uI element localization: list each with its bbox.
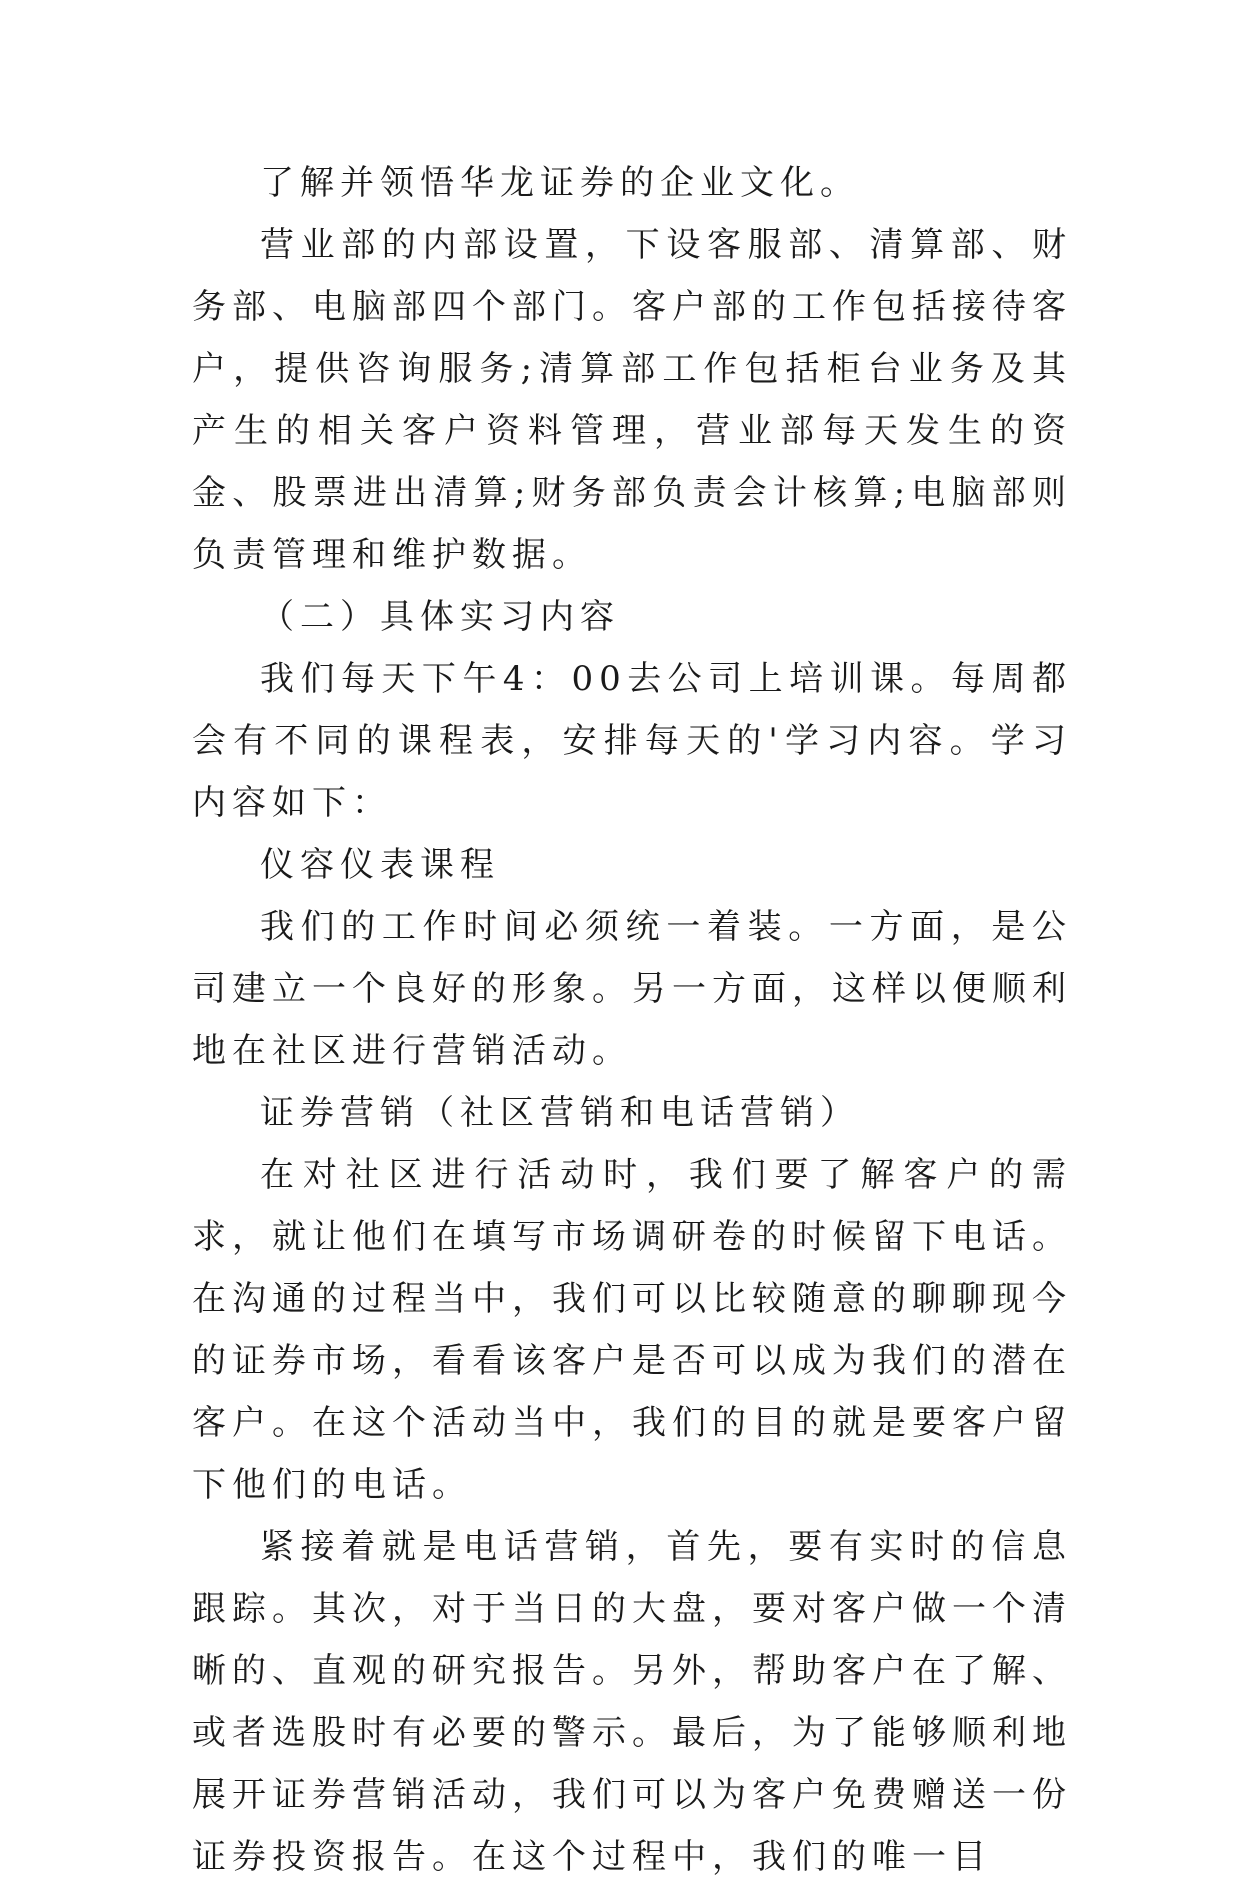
document-body (192, 152, 1072, 1888)
paragraph-company-culture: 了解并领悟华龙证券的企业文化。 (260, 163, 860, 203)
paragraph-dress-code: 我们的工作时间必须统一着装。一方面，是公司建立一个良好的形象。另一方面，这样以便顺利地在社区进行营销活动。 (192, 907, 1072, 1071)
paragraph-training-schedule: 我们每天下午4：00去公司上培训课。每周都会有不同的课程表，安排每天的'学习内容。学习内容如下： (192, 659, 1072, 823)
paragraph-department-setup: 营业部的内部设置，下设客服部、清算部、财务部、电脑部四个部门。客户部的工作包括接待客户，提供咨询服务;清算部工作包括柜台业务及其产生的相关客户资料管理，营业部每天发生的资金、股票进出清算;财务部负责会计核算;电脑部则负责管理和维护数据。 (192, 225, 1072, 575)
paragraph-phone-marketing: 紧接着就是电话营销，首先，要有实时的信息跟踪。其次，对于当日的大盘，要对客户做一个清晰的、直观的研究报告。另外，帮助客户在了解、或者选股时有必要的警示。最后，为了能够顺利地展开证券营销活动，我们可以为客户免费赠送一份证券投资报告。在这个过程中，我们的唯一目 (192, 1527, 1072, 1877)
paragraph-community-marketing: 在对社区进行活动时，我们要了解客户的需求，就让他们在填写市场调研卷的时候留下电话。在沟通的过程当中，我们可以比较随意的聊聊现今的证券市场，看看该客户是否可以成为我们的潜在客户。在这个活动当中，我们的目的就是要客户留下他们的电话。 (192, 1155, 1072, 1505)
subheading-appearance-course: 仪容仪表课程 (260, 845, 500, 885)
section-heading-internship-content: （二）具体实习内容 (260, 597, 620, 637)
subheading-securities-marketing: 证券营销（社区营销和电话营销） (260, 1093, 860, 1133)
